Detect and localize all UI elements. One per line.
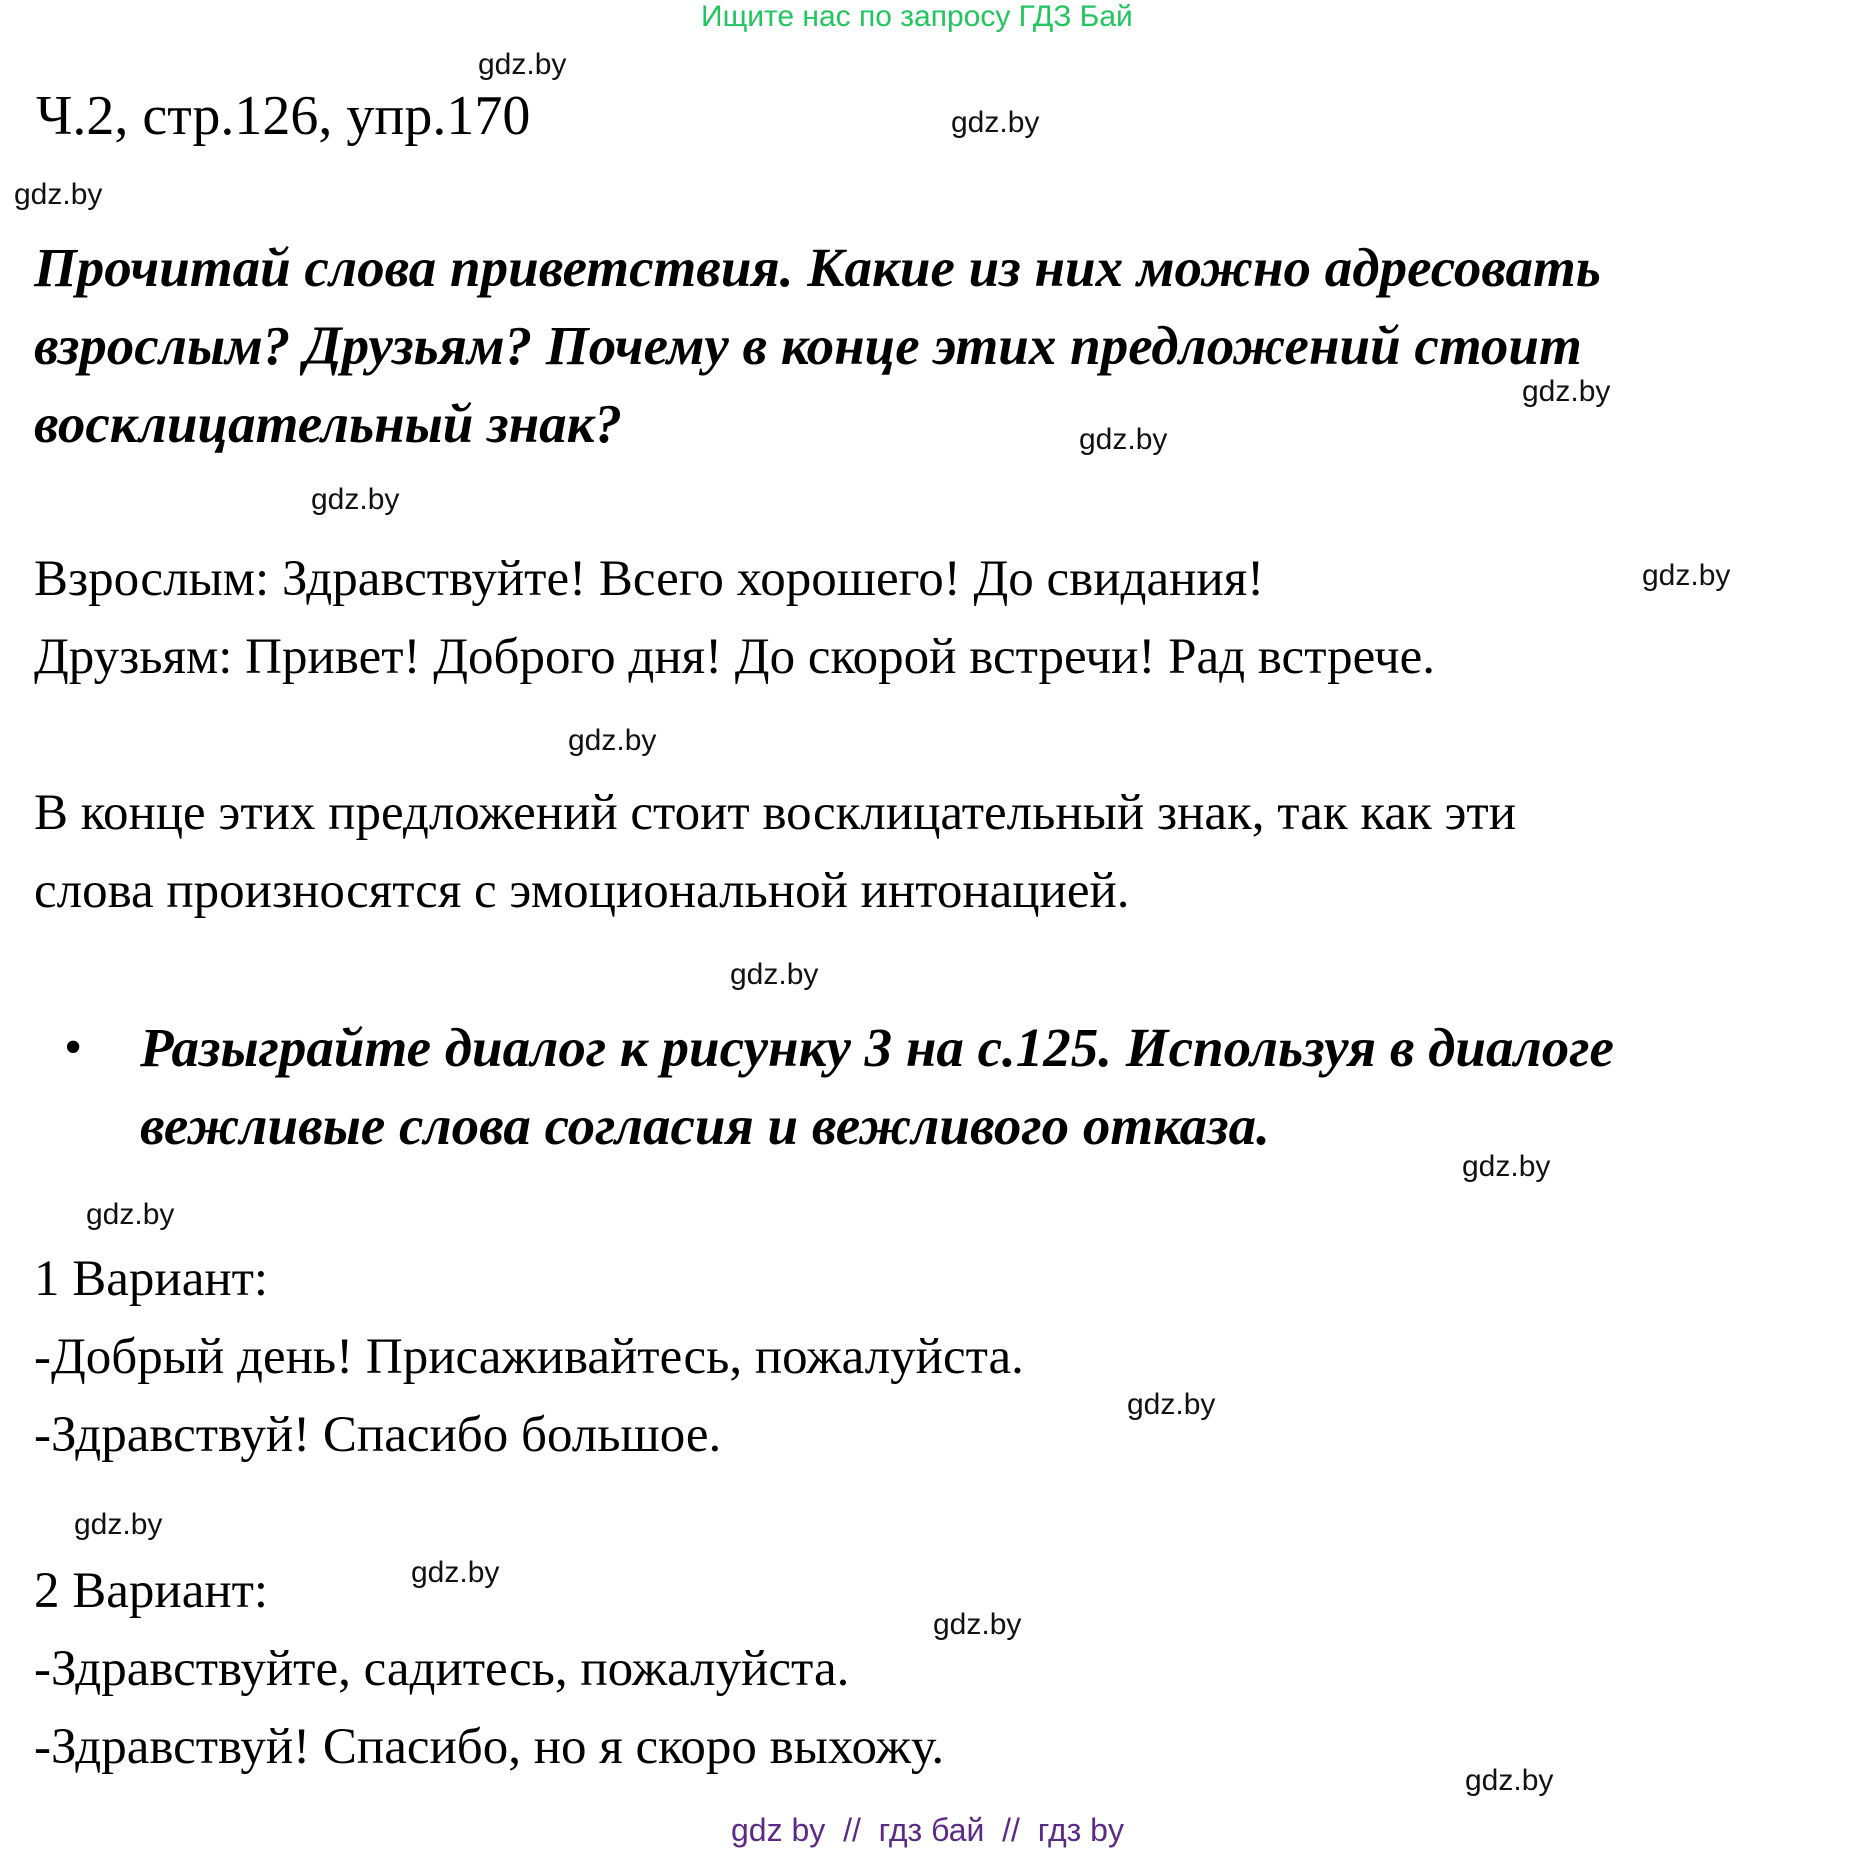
top-banner: Ищите нас по запросу ГДЗ Бай: [701, 0, 1133, 33]
watermark: gdz.by: [74, 1508, 163, 1541]
answer-adults: Взрослым: Здравствуйте! Всего хорошего! До свидания!: [34, 551, 1265, 607]
variant1-line-2: -Здравствуй! Спасибо большое.: [34, 1407, 722, 1463]
watermark: gdz.by: [1522, 375, 1611, 408]
variant1-heading: 1 Вариант:: [34, 1251, 269, 1307]
watermark: gdz.by: [478, 48, 567, 81]
variant1-line-1: -Добрый день! Присаживайтесь, пожалуйста.: [34, 1329, 1024, 1385]
task2-line-2: вежливые слова согласия и вежливого отказа.: [140, 1095, 1270, 1156]
explanation-line-1: В конце этих предложений стоит восклицательный знак, так как эти: [34, 785, 1517, 841]
watermark: gdz.by: [1127, 1388, 1216, 1421]
watermark: gdz.by: [86, 1198, 175, 1231]
task1-line-3: восклицательный знак?: [34, 393, 623, 454]
variant2-line-2: -Здравствуй! Спасибо, но я скоро выхожу.: [34, 1719, 945, 1775]
answer-friends: Друзьям: Привет! Доброго дня! До скорой встречи! Рад встрече.: [34, 629, 1436, 685]
watermark: gdz.by: [568, 724, 657, 757]
watermark: gdz.by: [951, 106, 1040, 139]
task2-bullet: •: [64, 1019, 83, 1076]
watermark: gdz.by: [1642, 559, 1731, 592]
task1-line-1: Прочитай слова приветствия. Какие из них можно адресовать: [34, 237, 1601, 298]
watermark: gdz.by: [14, 178, 103, 211]
page-title: Ч.2, стр.126, упр.170: [36, 85, 531, 147]
watermark: gdz.by: [730, 958, 819, 991]
watermark: gdz.by: [933, 1608, 1022, 1641]
variant2-heading: 2 Вариант:: [34, 1563, 269, 1619]
watermark: gdz.by: [1462, 1150, 1551, 1183]
task2-line-1: Разыграйте диалог к рисунку 3 на с.125. Используя в диалоге: [140, 1017, 1614, 1078]
watermark: gdz.by: [1465, 1764, 1554, 1797]
watermark: gdz.by: [411, 1556, 500, 1589]
task1-line-2: взрослым? Друзьям? Почему в конце этих предложений стоит: [34, 315, 1582, 376]
variant2-line-1: -Здравствуйте, садитесь, пожалуйста.: [34, 1641, 850, 1697]
footer-links: gdz by // гдз бай // гдз by: [731, 1812, 1124, 1848]
watermark: gdz.by: [1079, 423, 1168, 456]
watermark: gdz.by: [311, 483, 400, 516]
explanation-line-2: слова произносятся с эмоциональной интонацией.: [34, 863, 1130, 919]
